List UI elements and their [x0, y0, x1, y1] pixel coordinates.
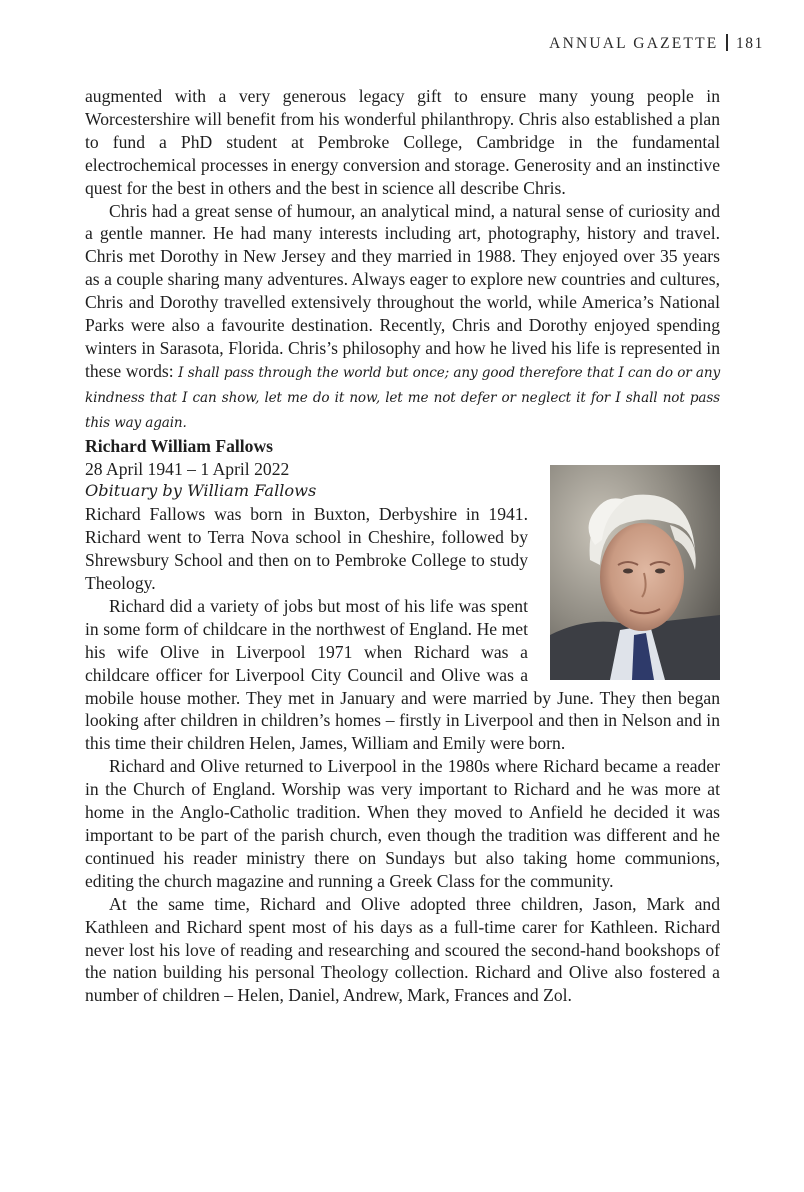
continuation-paragraph-2: [85, 200, 720, 435]
running-header: [549, 34, 764, 53]
page-number: 181: [735, 35, 764, 52]
header-divider: [726, 34, 728, 51]
obituary-byline: Obituary by William Fallows: [85, 481, 317, 501]
obituary-name: Richard William Fallows: [85, 435, 274, 456]
obituary-paragraph-3: Richard and Olive returned to Liverpool in the 1980s where Richard became a reader in the Church of England. Worship was very important to Richard and he was more at home in the Anglo-Catholic tradition. When they moved to Anfield he decided it was important to be part of the parish church, even though the tradition was different and he continued his reader ministry there on Sundays but also taking home communions, editing the church magazine and running a Greek Class for the community.: [85, 756, 720, 891]
continuation-paragraph-1: augmented with a very generous legacy gift to ensure many young people in Worcestershire will benefit from his wonderful philanthropy. Chris also established a plan to fund a PhD student at Pembroke College, Cambridge in the fundamental electrochemical processes in energy conversion and storage. Generosity and an instinctive quest for the best in others and the best in science all describe Chris.: [85, 86, 720, 198]
obituary-dates: 28 April 1941 – 1 April 2022: [85, 458, 290, 479]
obituary-paragraph-1: Richard Fallows was born in Buxton, Derbyshire in 1941. Richard went to Terra Nova school in Cheshire, followed by Shrewsbury School and then on to Pembroke College to study Theology.: [85, 504, 528, 594]
portrait-illustration: [550, 465, 720, 680]
page-body: [85, 85, 720, 1007]
philosophy-text: Chris had a great sense of humour, an analytical mind, a natural sense of curiosity and a gentle manner. He had many interests including art, photography, history and travel. Chris met Dorothy in New Jersey and they married in 1988. They enjoyed over 35 years as a couple sharing many adventures. Always eager to explore new countries and cultures, Chris and Dorothy travelled extensively throughout the world, while America’s National Parks were also a favourite destination. Recently, Chris and Dorothy enjoyed spending winters in Sarasota, Florida. Chris’s philosophy and how he lived his life is represented in these words:: [85, 200, 720, 381]
philosophy-quote: I shall pass through the world but once; any good therefore that I can do or any kindness that I can show, let me do it now, let me not defer or neglect it for I shall not pass this way again.: [85, 364, 720, 431]
obituary-paragraph-2: Richard did a variety of jobs but most of his life was spent in some form of childcare in the northwest of England. He met his wife Olive in Liverpool 1971 when Richard was a childcare officer for Liverpool City Council and Olive was a mobile house mother. They met in January and were married by June. They then began looking after children in children’s homes – firstly in Liverpool and then in Nelson and in this time their children Helen, James, William and Emily were born.: [85, 595, 720, 754]
portrait-photo: [550, 465, 720, 680]
publication-title: ANNUAL GAZETTE: [549, 35, 719, 52]
obituary-paragraph-4: At the same time, Richard and Olive adopted three children, Jason, Mark and Kathleen and Richard spent most of his days as a full-time carer for Kathleen. Richard never lost his love of reading and researching and scoured the second-hand bookshops of the nation building his personal Theology collection. Richard and Olive also fostered a number of children – Helen, Daniel, Andrew, Mark, Frances and Zol.: [85, 893, 720, 1006]
